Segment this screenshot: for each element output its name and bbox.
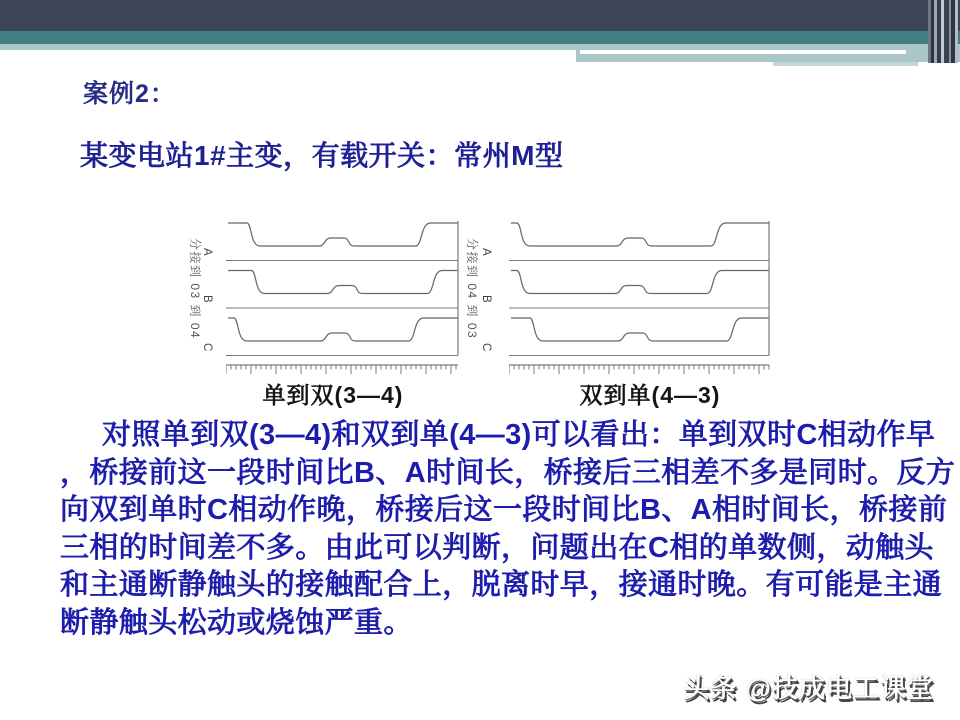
channel-b-label: B — [480, 295, 492, 303]
analysis-line: 和主通断静触头的接触配合上，脱离时早，接通时晚。有可能是主通 — [60, 569, 943, 602]
stripe — [955, 0, 958, 63]
watermark: 头条 @技成电工课堂 — [683, 673, 934, 703]
oscillogram-single-to-double — [188, 207, 478, 379]
header-strip-light-left — [0, 44, 578, 50]
case-title: 案例2： — [83, 80, 176, 108]
header-strip-step — [773, 62, 918, 66]
analysis-line: 对照单到双(3—4)和双到单(4—3)可以看出：单到双时C相动作早 — [102, 419, 936, 451]
waveform-plot — [226, 215, 460, 375]
header-bar-teal — [0, 31, 960, 44]
channel-a-label: A — [201, 248, 213, 256]
tap-change-side-label: 分接到 03 到 04 — [188, 238, 202, 340]
corner-stripes — [928, 0, 960, 63]
diagram-caption-right: 双到单(4—3) — [579, 382, 721, 408]
oscillogram-double-to-single — [465, 207, 785, 379]
case-subtitle: 某变电站1#主变，有载开关：常州M型 — [80, 140, 564, 171]
analysis-line: ，桥接前这一段时间比B、A时间长，桥接后三相差不多是同时。反方 — [60, 456, 956, 489]
channel-a-label: A — [480, 248, 492, 256]
channel-c-label: C — [201, 343, 213, 352]
diagram-caption-left: 单到双(3—4) — [262, 382, 404, 408]
channel-c-label: C — [480, 343, 492, 352]
channel-b-label: B — [201, 295, 213, 303]
waveform-plot — [509, 215, 771, 375]
header-white-line — [580, 50, 906, 54]
tap-change-side-label: 分接到 04 到 03 — [465, 238, 479, 340]
analysis-line: 三相的时间差不多。由此可以判断，问题出在C相的单数侧，动触头 — [60, 531, 934, 564]
analysis-paragraph — [60, 417, 956, 643]
header-bar-dark — [0, 0, 960, 31]
analysis-line: 断静触头松动或烧蚀严重。 — [60, 606, 413, 639]
analysis-line: 向双到单时C相动作晚，桥接后这一段时间比B、A相时间长，桥接前 — [60, 494, 948, 527]
